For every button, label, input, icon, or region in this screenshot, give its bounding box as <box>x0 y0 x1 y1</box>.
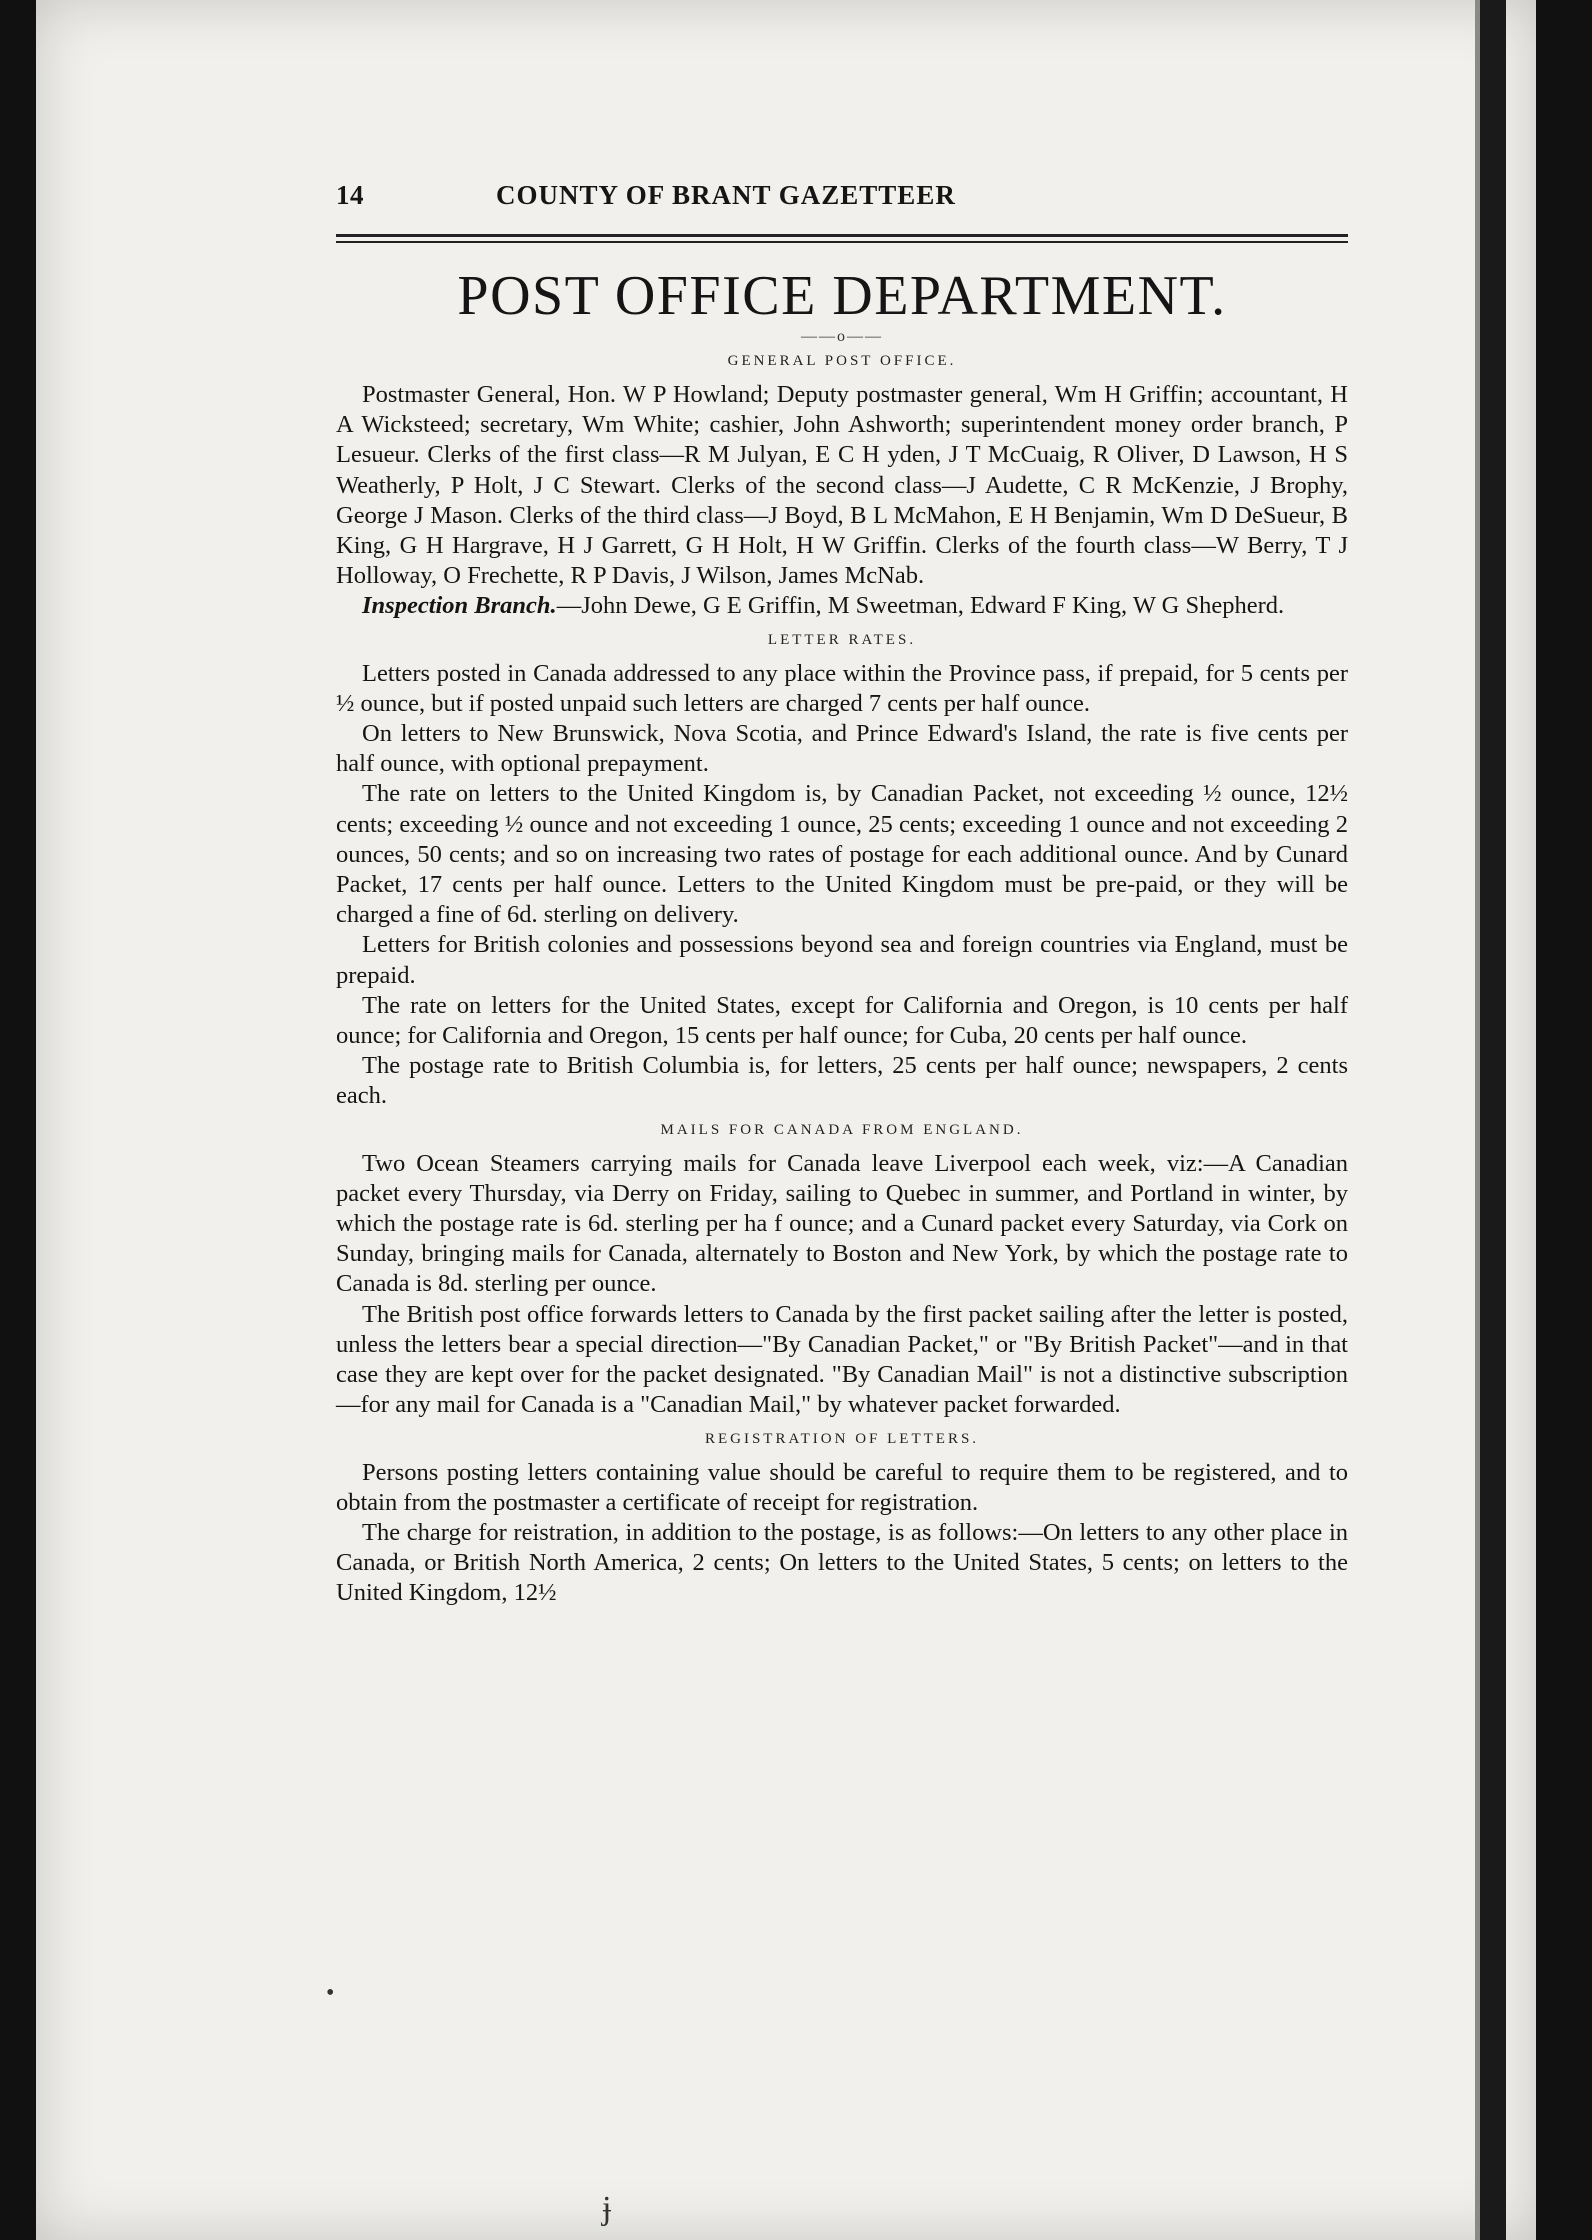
inspection-branch-label: Inspection Branch. <box>362 592 557 620</box>
paragraph-registration-1: Persons posting letters containing value should be careful to require them to be registered, and to obtain from the postmaster a certificate of receipt for registration. <box>336 1458 1348 1516</box>
book-page <box>36 0 1536 2240</box>
paragraph-letter-rate-6: The postage rate to British Columbia is, for letters, 25 cents per half ounce; newspapers, 2 cents each. <box>336 1052 1348 1110</box>
paragraph-letter-rate-4: Letters for British colonies and possessions beyond sea and foreign countries via England, must be prepaid. <box>336 931 1348 989</box>
paragraph-letter-rate-1: Letters posted in Canada addressed to any place within the Province pass, if prepaid, for 5 cents per ½ ounce, but if posted unpaid such letters are charged 7 cents per half ounce. <box>336 659 1348 717</box>
paragraph-letter-rate-3: The rate on letters to the United Kingdom is, by Canadian Packet, not exceeding ½ ounce, 12½ cents; exceeding ½ ounce and not exceeding 1 ounce, 25 cents; exceeding 1 ounce and not exceeding 2 ounces, 50 cents; and so on increasing two rates of postage for each additional ounce. And by Cunard Packet, 17 cents per half ounce. Letters to the United Kingdom must be pre-paid, or they will be charged a fine of 6d. sterling on delivery. <box>336 780 1348 929</box>
page-number: 14 <box>336 180 364 210</box>
inspection-branch-text: —John Dewe, G E Griffin, M Sweetman, Edward F King, W G Shepherd. <box>556 592 1285 620</box>
paragraph-staff-list: Postmaster General, Hon. W P Howland; Deputy postmaster general, Wm H Griffin; accountant, H A Wicksteed; secretary, Wm White; cashier, John Ashworth; superintendent money order branch, P Lesueur. Clerks of the first class—R M Julyan, E C H yden, J T McCuaig, R Oliver, D Lawson, H S Weatherly, P Holt, J C Stewart. Clerks of the second class—J Audette, C R McKenzie, J Brophy, George J Mason. Clerks of the third class—J Boyd, B L McMahon, E H Benjamin, Wm D DeSueur, B King, G H Hargrave, H J Garrett, G H Holt, H W Griffin. Clerks of the fourth class—W Berry, T J Holloway, O Frechette, R P Davis, J Wilson, James McNab. <box>336 381 1348 590</box>
section-heading-general-post-office: GENERAL POST OFFICE. <box>727 353 957 369</box>
book-binding <box>1480 0 1506 2240</box>
header-rule <box>336 234 1348 243</box>
paragraph-mails-1: Two Ocean Steamers carrying mails for Canada leave Liverpool each week, viz:—A Canadian packet every Thursday, via Derry on Friday, sailing to Quebec in summer, and Portland in winter, by which the postage rate is 6d. sterling per ha f ounce; and a Cunard packet every Saturday, via Cork on Sunday, bringing mails for Canada, alternately to Boston and New York, by which the postage rate to Canada is 8d. sterling per ounce. <box>336 1149 1348 1298</box>
section-heading-registration: REGISTRATION OF LETTERS. <box>704 1430 980 1447</box>
section-heading-mails-england: MAILS FOR CANADA FROM ENGLAND. <box>660 1121 1024 1138</box>
ink-stroke-mark: ɉ <box>602 2190 612 2227</box>
paragraph-letter-rate-2: On letters to New Brunswick, Nova Scotia, and Prince Edward's Island, the rate is five cents per half ounce, with optional prepayment. <box>336 720 1348 778</box>
paragraph-registration-2: The charge for reistration, in addition to the postage, is as follows:—On letters to any other place in Canada, or British North America, 2 cents; On letters to the United States, 5 cents; on letters to the United Kingdom, 12½ <box>336 1518 1348 1607</box>
paragraph-inspection-branch <box>336 591 1348 621</box>
ink-speck-mark: • <box>326 1980 335 2006</box>
page-header <box>336 180 1348 228</box>
title-ornament: ——o—— <box>801 328 883 345</box>
page-title: POST OFFICE DEPARTMENT. <box>457 265 1227 327</box>
page-content <box>336 180 1348 1609</box>
paragraph-mails-2: The British post office forwards letters to Canada by the first packet sailing after the letter is posted, unless the letters bear a special direction—"By Canadian Packet," or "By British Packet"—and in that case they are kept over for the packet designated. "By Canadian Mail" is not a distinctive subscription—for any mail for Canada is a "Canadian Mail," by whatever packet forwarded. <box>336 1300 1348 1419</box>
section-heading-letter-rates: LETTER RATES. <box>767 631 917 648</box>
paragraph-letter-rate-5: The rate on letters for the United States, except for California and Oregon, is 10 cents per half ounce; for California and Oregon, 15 cents per half ounce; for Cuba, 20 cents per half ounce. <box>336 991 1348 1050</box>
running-head: COUNTY OF BRANT GAZETTEER <box>496 180 956 210</box>
